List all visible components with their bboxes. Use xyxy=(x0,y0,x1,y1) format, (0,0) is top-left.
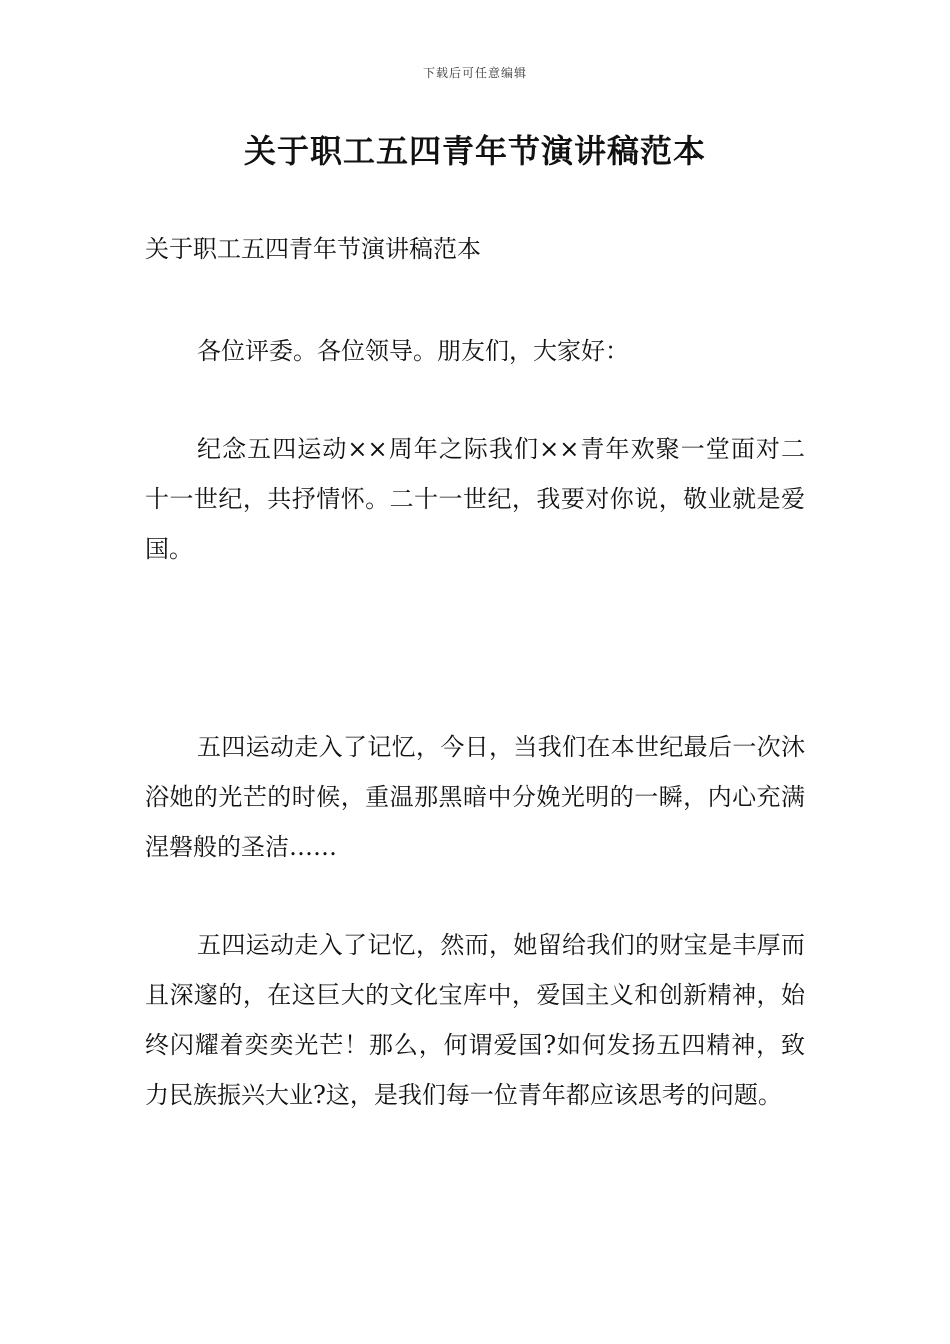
document-subtitle: 关于职工五四青年节演讲稿范本 xyxy=(145,235,481,263)
paragraph-2: 五四运动走入了记忆，今日，当我们在本世纪最后一次沐浴她的光芒的时候，重温那黑暗中分娩光明的一瞬，内心充满涅磐般的圣洁…… xyxy=(145,733,805,861)
document-title: 关于职工五四青年节演讲稿范本 xyxy=(243,132,706,170)
paragraph-3: 五四运动走入了记忆，然而，她留给我们的财宝是丰厚而且深邃的，在这巨大的文化宝库中，爱国主义和创新精神，始终闪耀着奕奕光芒！那么，何谓爱国?如何发扬五四精神，致力民族振兴大业?这，是我们每一位青年都应该思考的问题。 xyxy=(145,931,805,1109)
paragraph-greeting: 各位评委。各位领导。朋友们，大家好： xyxy=(197,337,629,365)
paragraph-1: 纪念五四运动××周年之际我们××青年欢聚一堂面对二十一世纪，共抒情怀。二十一世纪，我要对你说，敬业就是爱国。 xyxy=(145,435,805,563)
header-note: 下载后可任意编辑 xyxy=(422,66,527,80)
